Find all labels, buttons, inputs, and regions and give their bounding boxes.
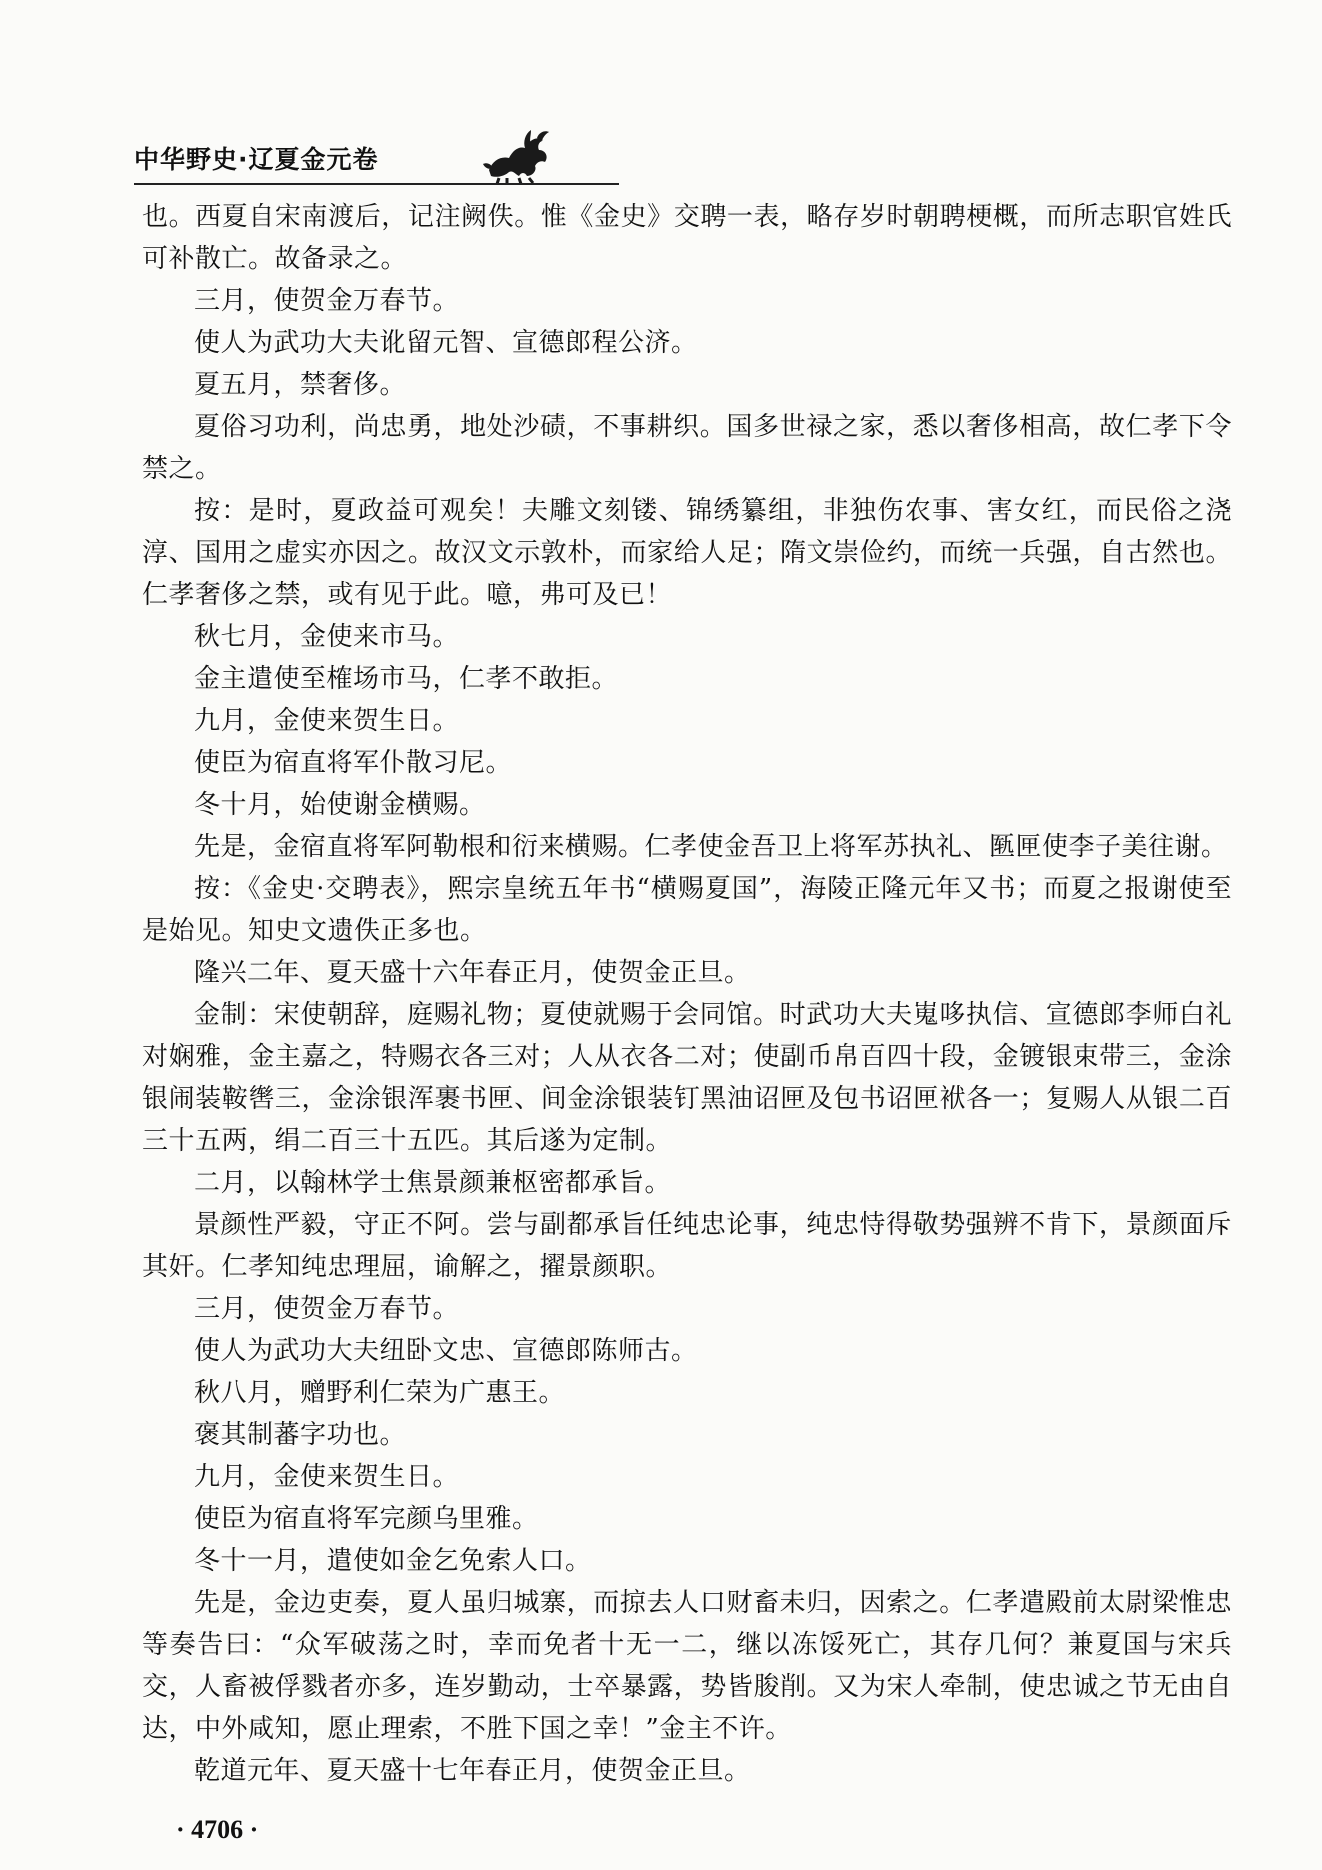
running-header-title: 中华野史·辽夏金元卷 [134,145,379,174]
paragraph: 使臣为宿直将军仆散习尼。 [194,748,513,778]
paragraph: 冬十一月，遣使如金乞免索人口。 [194,1546,592,1576]
paragraph: 金主遣使至榷场市马，仁孝不敢拒。 [194,664,619,694]
paragraph: 使臣为宿直将军完颜乌里雅。 [194,1504,539,1534]
paragraph: 秋七月，金使来市马。 [194,622,460,652]
header-rule [134,183,619,185]
paragraph: 三月，使贺金万春节。 [194,1294,460,1324]
paragraph: 三月，使贺金万春节。 [194,286,460,316]
paragraph: 也。西夏自宋南渡后，记注阙佚。惟《金史》交聘一表，略存岁时朝聘梗概，而所志职官姓氏可补散亡。故备录之。 [142,202,1232,274]
running-header [134,120,1234,190]
paragraph: 褒其制蕃字功也。 [194,1420,407,1450]
paragraph: 使人为武功大夫纽卧文忠、宣德郎陈师古。 [194,1336,698,1366]
paragraph: 使人为武功大夫讹留元智、宣德郎程公济。 [194,328,698,358]
paragraph: 秋八月，赠野利仁荣为广惠王。 [194,1378,566,1408]
paragraph: 夏五月，禁奢侈。 [194,370,407,400]
paragraph: 先是，金边吏奏，夏人虽归城寨，而掠去人口财畜未归，因索之。仁孝遣殿前太尉梁惟忠等奏告曰：“众军破荡之时，幸而免者十无一二，继以冻馁死亡，其存几何？兼夏国与宋兵交，人畜被俘戮者亦多，连岁勤动，士卒暴露，势皆朘削。又为宋人牵制，使忠诚之节无由自达，中外咸知，愿止理索，不胜下国之幸！”金主不许。 [142,1588,1232,1744]
paragraph: 先是，金宿直将军阿勒根和衍来横赐。仁孝使金吾卫上将军苏执礼、匦匣使李子美往谢。 [194,832,1228,862]
paragraph: 夏俗习功利，尚忠勇，地处沙碛，不事耕织。国多世禄之家，悉以奢侈相高，故仁孝下令禁之。 [142,412,1232,484]
paragraph: 乾道元年、夏天盛十七年春正月，使贺金正旦。 [194,1756,751,1786]
page-number: · 4706 · [176,1815,259,1844]
body-text [142,196,1232,1792]
paragraph: 九月，金使来贺生日。 [194,706,460,736]
paragraph: 冬十月，始使谢金横赐。 [194,790,486,820]
paragraph: 二月，以翰林学士焦景颜兼枢密都承旨。 [194,1168,672,1198]
paragraph: 按：《金史·交聘表》，熙宗皇统五年书“横赐夏国”，海陵正隆元年又书；而夏之报谢使至是始见。知史文遗佚正多也。 [142,874,1232,946]
paragraph: 景颜性严毅，守正不阿。尝与副都承旨任纯忠论事，纯忠恃得敬势强辨不肯下，景颜面斥其奸。仁孝知纯忠理屈，谕解之，擢景颜职。 [142,1210,1232,1282]
dragon-icon [479,120,555,186]
paragraph: 隆兴二年、夏天盛十六年春正月，使贺金正旦。 [194,958,751,988]
paragraph: 九月，金使来贺生日。 [194,1462,460,1492]
paragraph: 金制：宋使朝辞，庭赐礼物；夏使就赐于会同馆。时武功大夫嵬哆执信、宣德郎李师白礼对娴雅，金主嘉之，特赐衣各三对；人从衣各二对；使副币帛百四十段，金镀银束带三，金涂银闹装鞍辔三，金涂银浑裹书匣、间金涂银装钉黑油诏匣及包书诏匣袱各一；复赐人从银二百三十五两，绢二百三十五匹。其后遂为定制。 [142,1000,1232,1156]
paragraph: 按：是时，夏政益可观矣！夫雕文刻镂、锦绣纂组，非独伤农事、害女红，而民俗之浇淳、国用之虚实亦因之。故汉文示敦朴，而家给人足；隋文崇俭约，而统一兵强，自古然也。仁孝奢侈之禁，或有见于此。噫，弗可及已！ [142,496,1232,610]
